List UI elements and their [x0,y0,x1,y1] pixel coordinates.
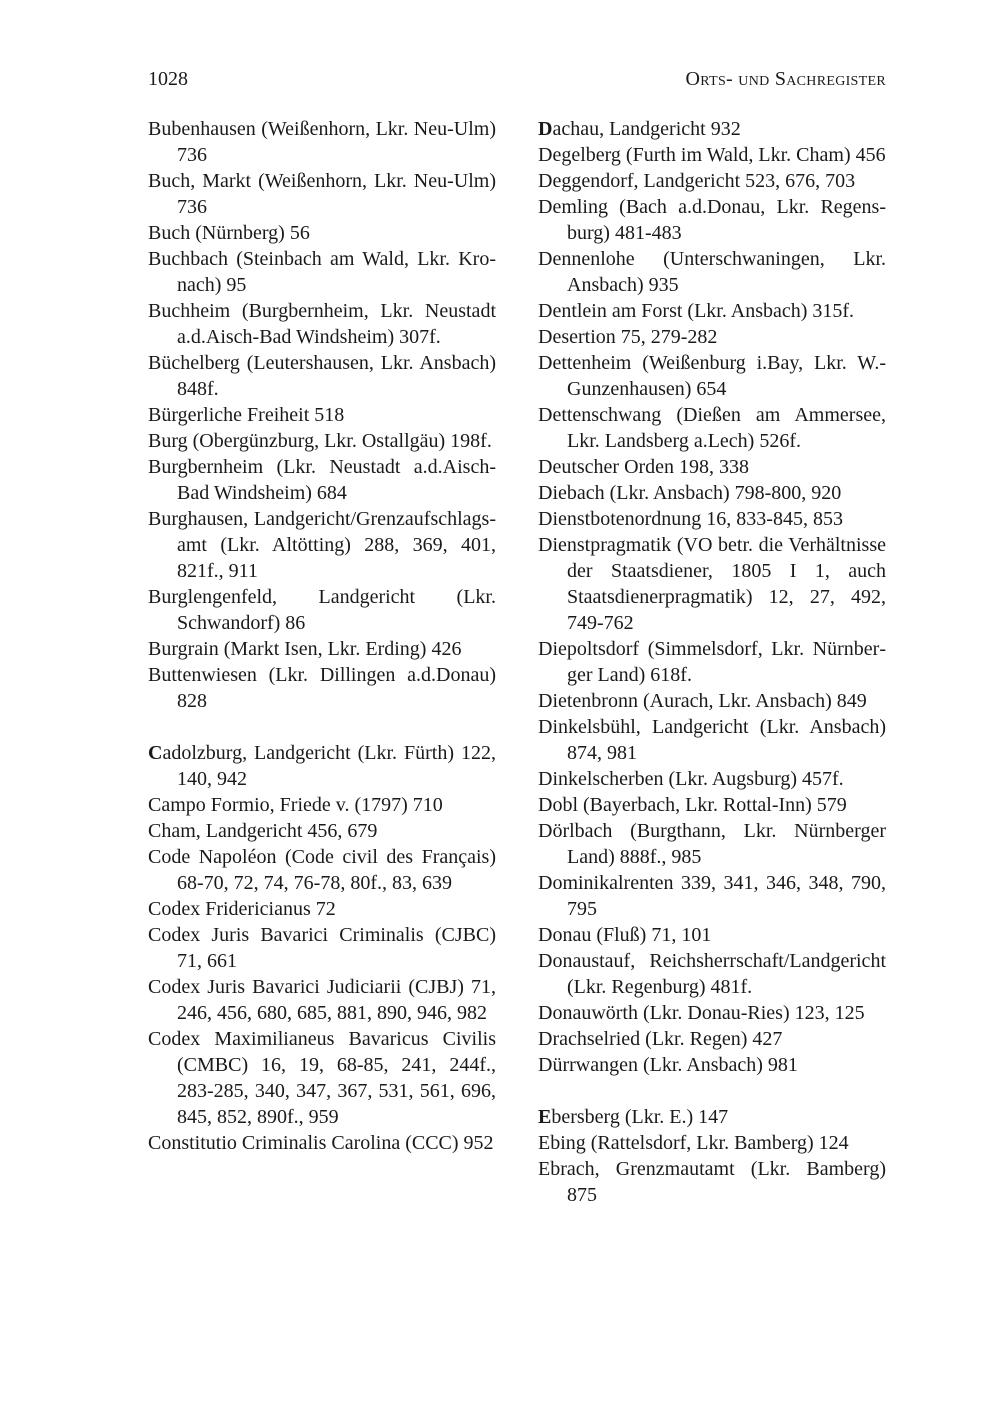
index-entry [538,766,886,792]
index-entry [538,1156,886,1208]
index-entry [538,350,886,402]
index-entry-text: adolzburg, Landgericht (Lkr. Fürth) 122, 140, 942 [162,742,496,790]
index-column-left [148,116,496,1156]
index-entry-text: Codex Juris Bavarici Judiciarii (CJBJ) 71, 246, 456, 680, 685, 881, 890, 946, 982 [148,976,496,1024]
index-entry [538,714,886,766]
letter-group-gap [148,714,496,740]
index-entry [148,662,496,714]
index-entry-text: Cham, Landgericht 456, 679 [148,820,378,842]
index-entry [538,194,886,246]
index-entry-text: Dörlbach (Burgthann, Lkr. Nürnberger Land) 888f., 985 [538,820,886,868]
index-entry-text: bersberg (Lkr. E.) 147 [551,1106,729,1128]
index-entry [148,844,496,896]
index-entry [538,532,886,636]
index-entry [538,922,886,948]
index-entry-text: Bubenhausen (Weißenhorn, Lkr. Neu-Ulm) 736 [148,118,496,166]
index-entry [538,142,886,168]
section-initial-letter: E [538,1106,552,1128]
page-number: 1028 [148,68,188,90]
index-entry-text: Buchheim (Burgbernheim, Lkr. Neustadt a.d.Aisch-Bad Windsheim) 307f. [148,300,496,348]
index-entry [538,480,886,506]
index-entry-text: achau, Landgericht 932 [552,118,741,140]
index-entry [538,1026,886,1052]
index-entry-text: Drachselried (Lkr. Regen) 427 [538,1028,783,1050]
index-entry-text: Dinkelsbühl, Landgericht (Lkr. Ansbach) 874, 981 [538,716,886,764]
index-entry [148,896,496,922]
index-entry-text: Codex Maximilianeus Bavaricus Civilis (CMBC) 16, 19, 68-85, 241, 244f., 283-285, 340, 347, 367, 531, 561, 696, 845, 852, 890f., 959 [148,1028,496,1128]
index-entry-text: Deutscher Orden 198, 338 [538,456,750,478]
index-entry [148,584,496,636]
index-entry-text: Dienstpragmatik (VO betr. die Verhältnisse der Staatsdiener, 1805 I 1, auch Staatsdienerpragmatik) 12, 27, 492, 749-762 [538,534,886,634]
index-entry [538,506,886,532]
index-entry-text: Burg (Obergünzburg, Lkr. Ostallgäu) 198f. [148,430,492,452]
index-entry [148,246,496,298]
index-entry [538,116,886,142]
index-entry [148,298,496,350]
index-entry-text: Burglengenfeld, Landgericht (Lkr. Schwandorf) 86 [148,586,496,634]
index-entry [148,792,496,818]
index-entry-text: Dentlein am Forst (Lkr. Ansbach) 315f. [538,300,855,322]
index-entry-text: Büchelberg (Leutershausen, Lkr. Ansbach) 848f. [148,352,496,400]
index-entry [538,870,886,922]
running-title: Orts- und Sachregister [685,68,886,90]
index-entry [538,298,886,324]
index-entry-text: Dettenschwang (Dießen am Ammersee, Lkr. Landsberg a.Lech) 526f. [538,404,886,452]
index-entry [538,246,886,298]
index-entry [538,454,886,480]
index-entry [148,740,496,792]
index-column-right [538,116,886,1208]
index-entry [148,818,496,844]
index-entry [538,324,886,350]
index-entry-text: Dienstbotenordnung 16, 833-845, 853 [538,508,843,530]
index-entry [148,974,496,1026]
index-entry-text: Campo Formio, Friede v. (1797) 710 [148,794,443,816]
index-entry [538,688,886,714]
index-entry [148,402,496,428]
index-entry-text: Bürgerliche Freiheit 518 [148,404,345,426]
page-header [148,64,886,94]
index-entry [538,1130,886,1156]
index-entry [148,506,496,584]
index-entry [148,454,496,506]
section-initial-letter: D [538,118,553,140]
index-entry-text: Ebrach, Grenzmautamt (Lkr. Bamberg) 875 [538,1158,886,1206]
index-entry [148,1026,496,1130]
index-entry [148,220,496,246]
index-entry-text: Ebing (Rattelsdorf, Lkr. Bamberg) 124 [538,1132,849,1154]
index-entry-text: Donauwörth (Lkr. Donau-Ries) 123, 125 [538,1002,865,1024]
index-entry-text: Demling (Bach a.d.Donau, Lkr. Regensburg) 481-483 [538,196,886,244]
index-entry [148,350,496,402]
index-entry [148,922,496,974]
letter-group-gap [538,1078,886,1104]
index-entry-text: Diebach (Lkr. Ansbach) 798-800, 920 [538,482,842,504]
index-entry-text: Codex Juris Bavarici Criminalis (CJBC) 71, 661 [148,924,496,972]
section-initial-letter: C [148,742,163,764]
index-entry-text: Desertion 75, 279-282 [538,326,718,348]
index-entry [538,402,886,454]
index-entry [538,792,886,818]
index-entry-text: Burgrain (Markt Isen, Lkr. Erding) 426 [148,638,462,660]
index-entry-text: Dobl (Bayerbach, Lkr. Rottal-Inn) 579 [538,794,847,816]
index-entry [538,948,886,1000]
index-entry [148,1130,496,1156]
index-entry [538,168,886,194]
index-entry-text: Deggendorf, Landgericht 523, 676, 703 [538,170,856,192]
index-entry [148,168,496,220]
index-entry-text: Dürrwangen (Lkr. Ansbach) 981 [538,1054,798,1076]
index-entry-text: Degelberg (Furth im Wald, Lkr. Cham) 456 [538,144,886,166]
index-entry-text: Diepoltsdorf (Simmelsdorf, Lkr. Nürnberger Land) 618f. [538,638,886,686]
index-entry [538,1052,886,1078]
index-entry [148,636,496,662]
index-entry-text: Dettenheim (Weißenburg i.Bay, Lkr. W.-Gunzenhausen) 654 [538,352,886,400]
index-entry-text: Constitutio Criminalis Carolina (CCC) 952 [148,1132,494,1154]
index-entry [538,818,886,870]
index-entry-text: Dennenlohe (Unterschwaningen, Lkr. Ansbach) 935 [538,248,886,296]
index-entry [538,636,886,688]
index-entry-text: Buchbach (Steinbach am Wald, Lkr. Kronach) 95 [148,248,496,296]
index-entry-text: Burgbernheim (Lkr. Neustadt a.d.Aisch-Bad Windsheim) 684 [148,456,496,504]
index-entry-text: Buttenwiesen (Lkr. Dillingen a.d.Donau) 828 [148,664,496,712]
index-entry-text: Buch (Nürnberg) 56 [148,222,310,244]
index-entry-text: Donau (Fluß) 71, 101 [538,924,712,946]
index-entry [538,1104,886,1130]
index-entry [538,1000,886,1026]
index-entry-text: Dominikalrenten 339, 341, 346, 348, 790, 795 [538,872,886,920]
index-entry-text: Donaustauf, Reichsherrschaft/Landgericht (Lkr. Regenburg) 481f. [538,950,886,998]
index-entry-text: Codex Fridericianus 72 [148,898,336,920]
index-entry-text: Dietenbronn (Aurach, Lkr. Ansbach) 849 [538,690,867,712]
index-entry-text: Buch, Markt (Weißenhorn, Lkr. Neu-Ulm) 736 [148,170,496,218]
index-entry [148,116,496,168]
index-entry-text: Burghausen, Landgericht/Grenzaufschlagsamt (Lkr. Altötting) 288, 369, 401, 821f., 911 [148,508,496,582]
index-entry [148,428,496,454]
index-entry-text: Code Napoléon (Code civil des Français) 68-70, 72, 74, 76-78, 80f., 83, 639 [148,846,496,894]
index-entry-text: Dinkelscherben (Lkr. Augsburg) 457f. [538,768,844,790]
